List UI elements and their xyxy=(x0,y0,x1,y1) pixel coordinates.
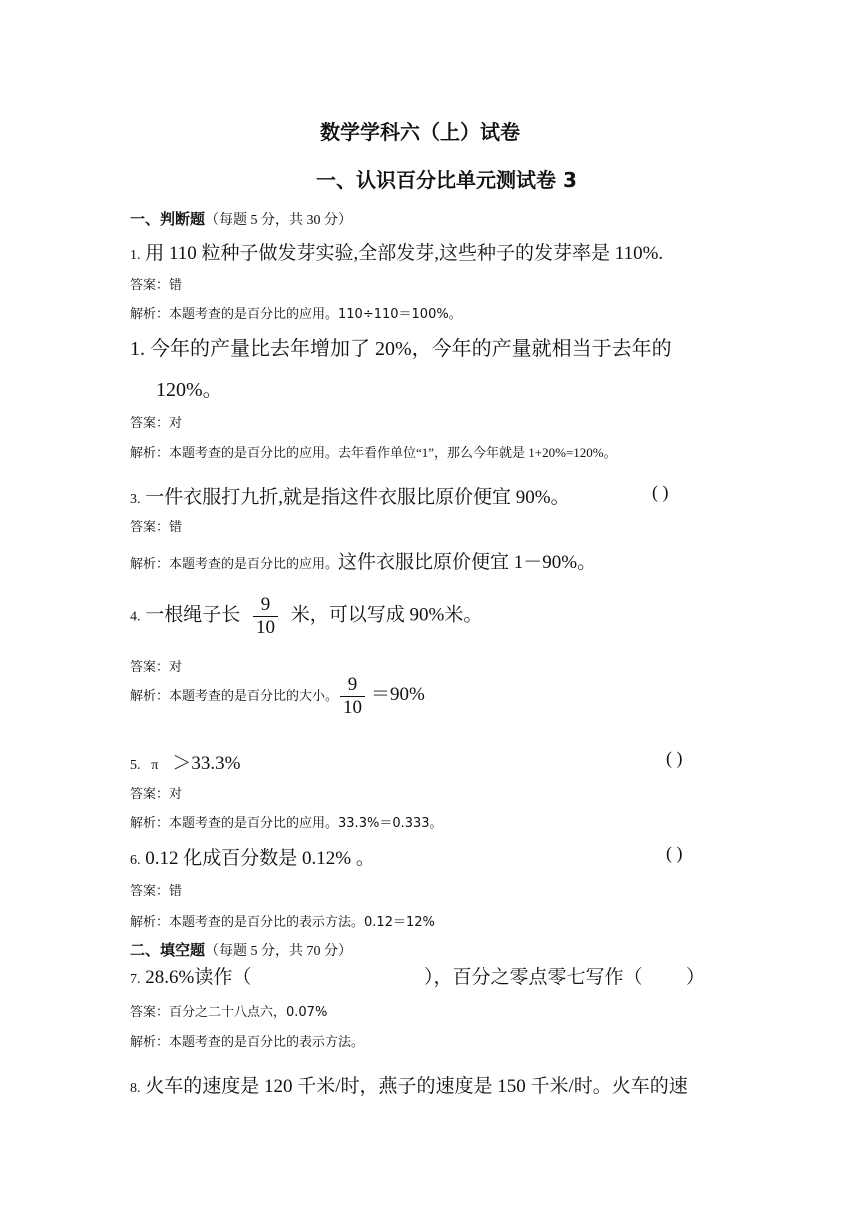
question-4 xyxy=(130,594,482,639)
question-text: 28.6%读作（ xyxy=(145,967,252,988)
analysis-3 xyxy=(130,547,596,574)
question-number: 1. xyxy=(130,338,145,360)
analysis-7: 解析：本题考查的是百分比的表示方法。 xyxy=(130,1035,365,1050)
analysis-6 xyxy=(130,911,435,930)
question-number: 1. xyxy=(130,248,141,263)
question-7-part-3: ） xyxy=(686,967,706,988)
question-number: 8. xyxy=(130,1081,141,1096)
analysis-label: 解析：本题考查的是百分比的应用。 xyxy=(130,816,339,831)
analysis-2 xyxy=(130,442,617,461)
analysis-detail: 0.12＝12% xyxy=(364,915,435,930)
answer-blank-6[interactable]: ( ) xyxy=(666,843,683,863)
analysis-detail: 这件衣服比原价便宜 1－90%。 xyxy=(338,552,597,573)
analysis-label: 解析：本题考查的是百分比的大小。 xyxy=(130,688,339,704)
question-8 xyxy=(130,1071,688,1098)
question-text: 一件衣服打九折,就是指这件衣服比原价便宜 90%。 xyxy=(145,487,570,508)
question-2-continued: 120%。 xyxy=(156,379,223,401)
question-text-after: 米，可以写成 90%米。 xyxy=(290,604,483,626)
analysis-label: 解析：本题考查的是百分比的应用。 xyxy=(130,307,339,322)
answer-4: 答案：对 xyxy=(130,660,183,675)
question-7-part-2: ），百分之零点零七写作（ xyxy=(424,967,643,988)
answer-6: 答案：错 xyxy=(130,884,183,899)
question-text: 今年的产量比去年增加了 20%，今年的产量就相当于去年的 xyxy=(150,338,672,360)
analysis-label: 解析：本题考查的是百分比的应用。 xyxy=(130,557,339,572)
question-text: 火车的速度是 120 千米/时，燕子的速度是 150 千米/时。火车的速 xyxy=(145,1076,688,1097)
fraction xyxy=(253,594,278,639)
question-text: 用 110 粒种子做发芽实验,全部发芽,这些种子的发芽率是 110%. xyxy=(145,243,664,264)
question-1 xyxy=(130,238,663,265)
page-title: 数学学科六（上）试卷 xyxy=(320,120,520,144)
analysis-detail: 110÷110＝100%。 xyxy=(338,307,462,322)
analysis-detail: 33.3%＝0.333。 xyxy=(338,816,443,831)
fraction xyxy=(340,674,365,719)
answer-2: 答案：对 xyxy=(130,416,183,431)
answer-blank-3[interactable]: ( ) xyxy=(652,482,669,502)
question-text: ＞33.3% xyxy=(172,753,241,774)
question-7-part-1 xyxy=(130,962,251,989)
fraction-denominator: 10 xyxy=(343,696,363,718)
section-1-label: 一、判断题 xyxy=(130,210,206,228)
analysis-detail: ＝90% xyxy=(371,683,425,705)
question-6 xyxy=(130,843,375,870)
question-number: 3. xyxy=(130,492,141,507)
section-1-heading xyxy=(130,208,352,229)
analysis-label: 解析：本题考查的是百分比的应用。 xyxy=(130,446,339,461)
answer-7: 答案：百分之二十八点六，0.07% xyxy=(130,1005,328,1020)
analysis-5 xyxy=(130,812,443,831)
fraction-numerator: 9 xyxy=(340,674,365,697)
answer-blank-5[interactable]: ( ) xyxy=(666,748,683,768)
section-2-label: 二、填空题 xyxy=(130,941,206,959)
section-2-note: （每题 5 分，共 70 分） xyxy=(205,944,353,959)
section-1-note: （每题 5 分，共 30 分） xyxy=(205,213,353,228)
question-number: 4. xyxy=(130,609,141,625)
question-2 xyxy=(130,332,672,361)
fraction-denominator: 10 xyxy=(256,616,276,638)
question-number: 5. xyxy=(130,758,141,773)
answer-1: 答案：错 xyxy=(130,278,183,293)
analysis-detail: 去年看作单位“1”，那么今年就是 1+20%=120%。 xyxy=(338,445,617,460)
question-number: 6. xyxy=(130,853,141,868)
question-text: 0.12 化成百分数是 0.12% 。 xyxy=(145,848,375,869)
section-2-heading xyxy=(130,939,352,960)
page-subtitle: 一、认识百分比单元测试卷 3 xyxy=(316,168,577,192)
question-3 xyxy=(130,482,570,509)
analysis-1 xyxy=(130,303,462,322)
answer-3: 答案：错 xyxy=(130,520,183,535)
question-5 xyxy=(130,748,240,775)
analysis-label: 解析：本题考查的是百分比的表示方法。 xyxy=(130,915,365,930)
analysis-4 xyxy=(130,674,425,719)
pi-symbol: π xyxy=(151,758,159,773)
answer-5: 答案：对 xyxy=(130,787,183,802)
fraction-numerator: 9 xyxy=(253,594,278,617)
question-number: 7. xyxy=(130,972,141,987)
question-text-before: 一根绳子长 xyxy=(145,604,241,626)
